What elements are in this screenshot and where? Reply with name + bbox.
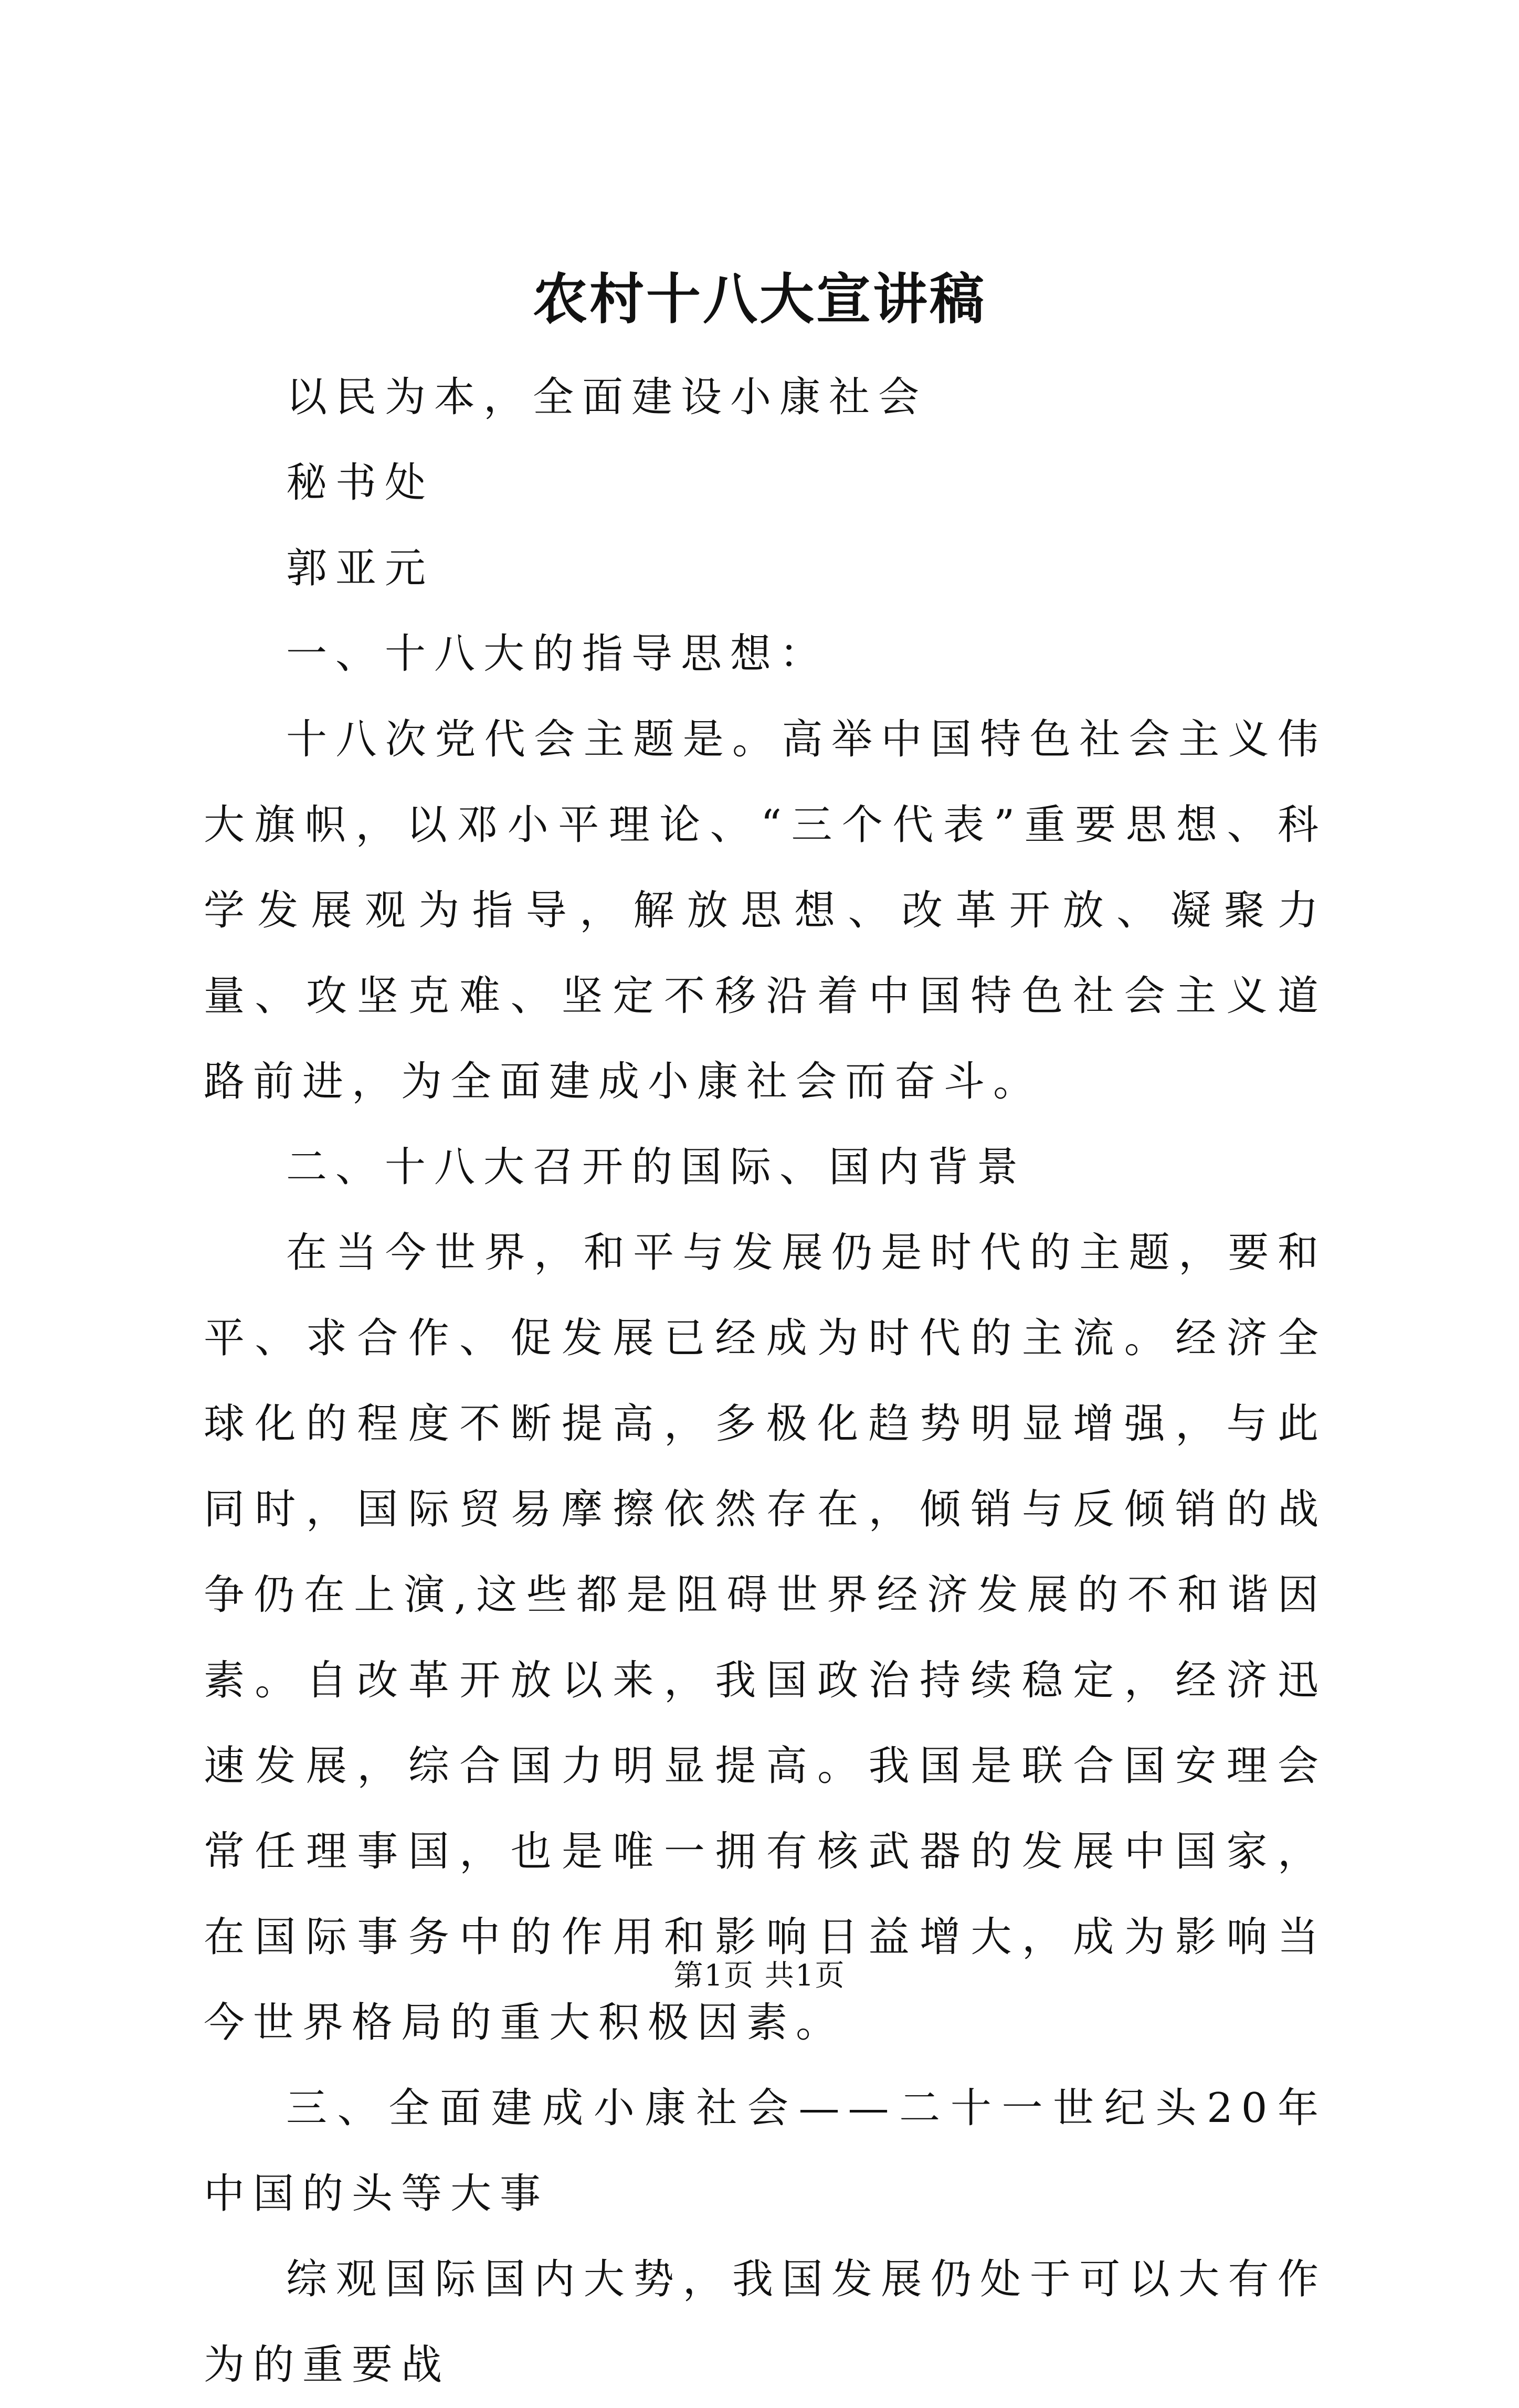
page-footer: 第1页 共1页 [673, 1959, 846, 1993]
body-paragraph-2: 在当今世界，和平与发展仍是时代的主题，要和平、求合作、促发展已经成为时代的主流。经济全球化的程度不断提高，多极化趋势明显增强，与此同时，国际贸易摩擦依然存在，倾销与反倾销的战争仍在上演,这些都是阻碍世界经济发展的不和谐因素。自改革开放以来，我国政治持续稳定，经济迅速发展，综合国力明显提高。我国是联合国安理会常任理事国，也是唯一拥有核武器的发展中国家，在国际事务中的作用和影响日益增大，成为影响当今世界格局的重大积极因素。 [204, 1229, 1327, 2046]
section-heading-1: 一、十八大的指导思想： [286, 630, 829, 678]
body-paragraph-1: 十八次党代会主题是。高举中国特色社会主义伟大旗帜，以邓小平理论、“三个代表”重要思想、科学发展观为指导，解放思想、改革开放、凝聚力量、攻坚克难、坚定不移沿着中国特色社会主义道路前进，为全面建成小康社会而奋斗。 [204, 716, 1327, 1105]
section-heading-2: 二、十八大召开的国际、国内背景 [286, 1144, 1027, 1191]
body-paragraph-3: 综观国际国内大势，我国发展仍处于可以大有作为的重要战 [204, 2256, 1327, 2389]
subtitle-paragraph: 以民为本，全面建设小康社会 [286, 374, 928, 421]
author-paragraph: 郭亚元 [286, 545, 435, 592]
section-heading-3: 三、全面建成小康社会——二十一世纪头20年中国的头等大事 [204, 2085, 1327, 2217]
document-title: 农村十八大宣讲稿 [532, 267, 986, 331]
department-paragraph: 秘书处 [286, 459, 435, 506]
document-body [204, 355, 1327, 2408]
